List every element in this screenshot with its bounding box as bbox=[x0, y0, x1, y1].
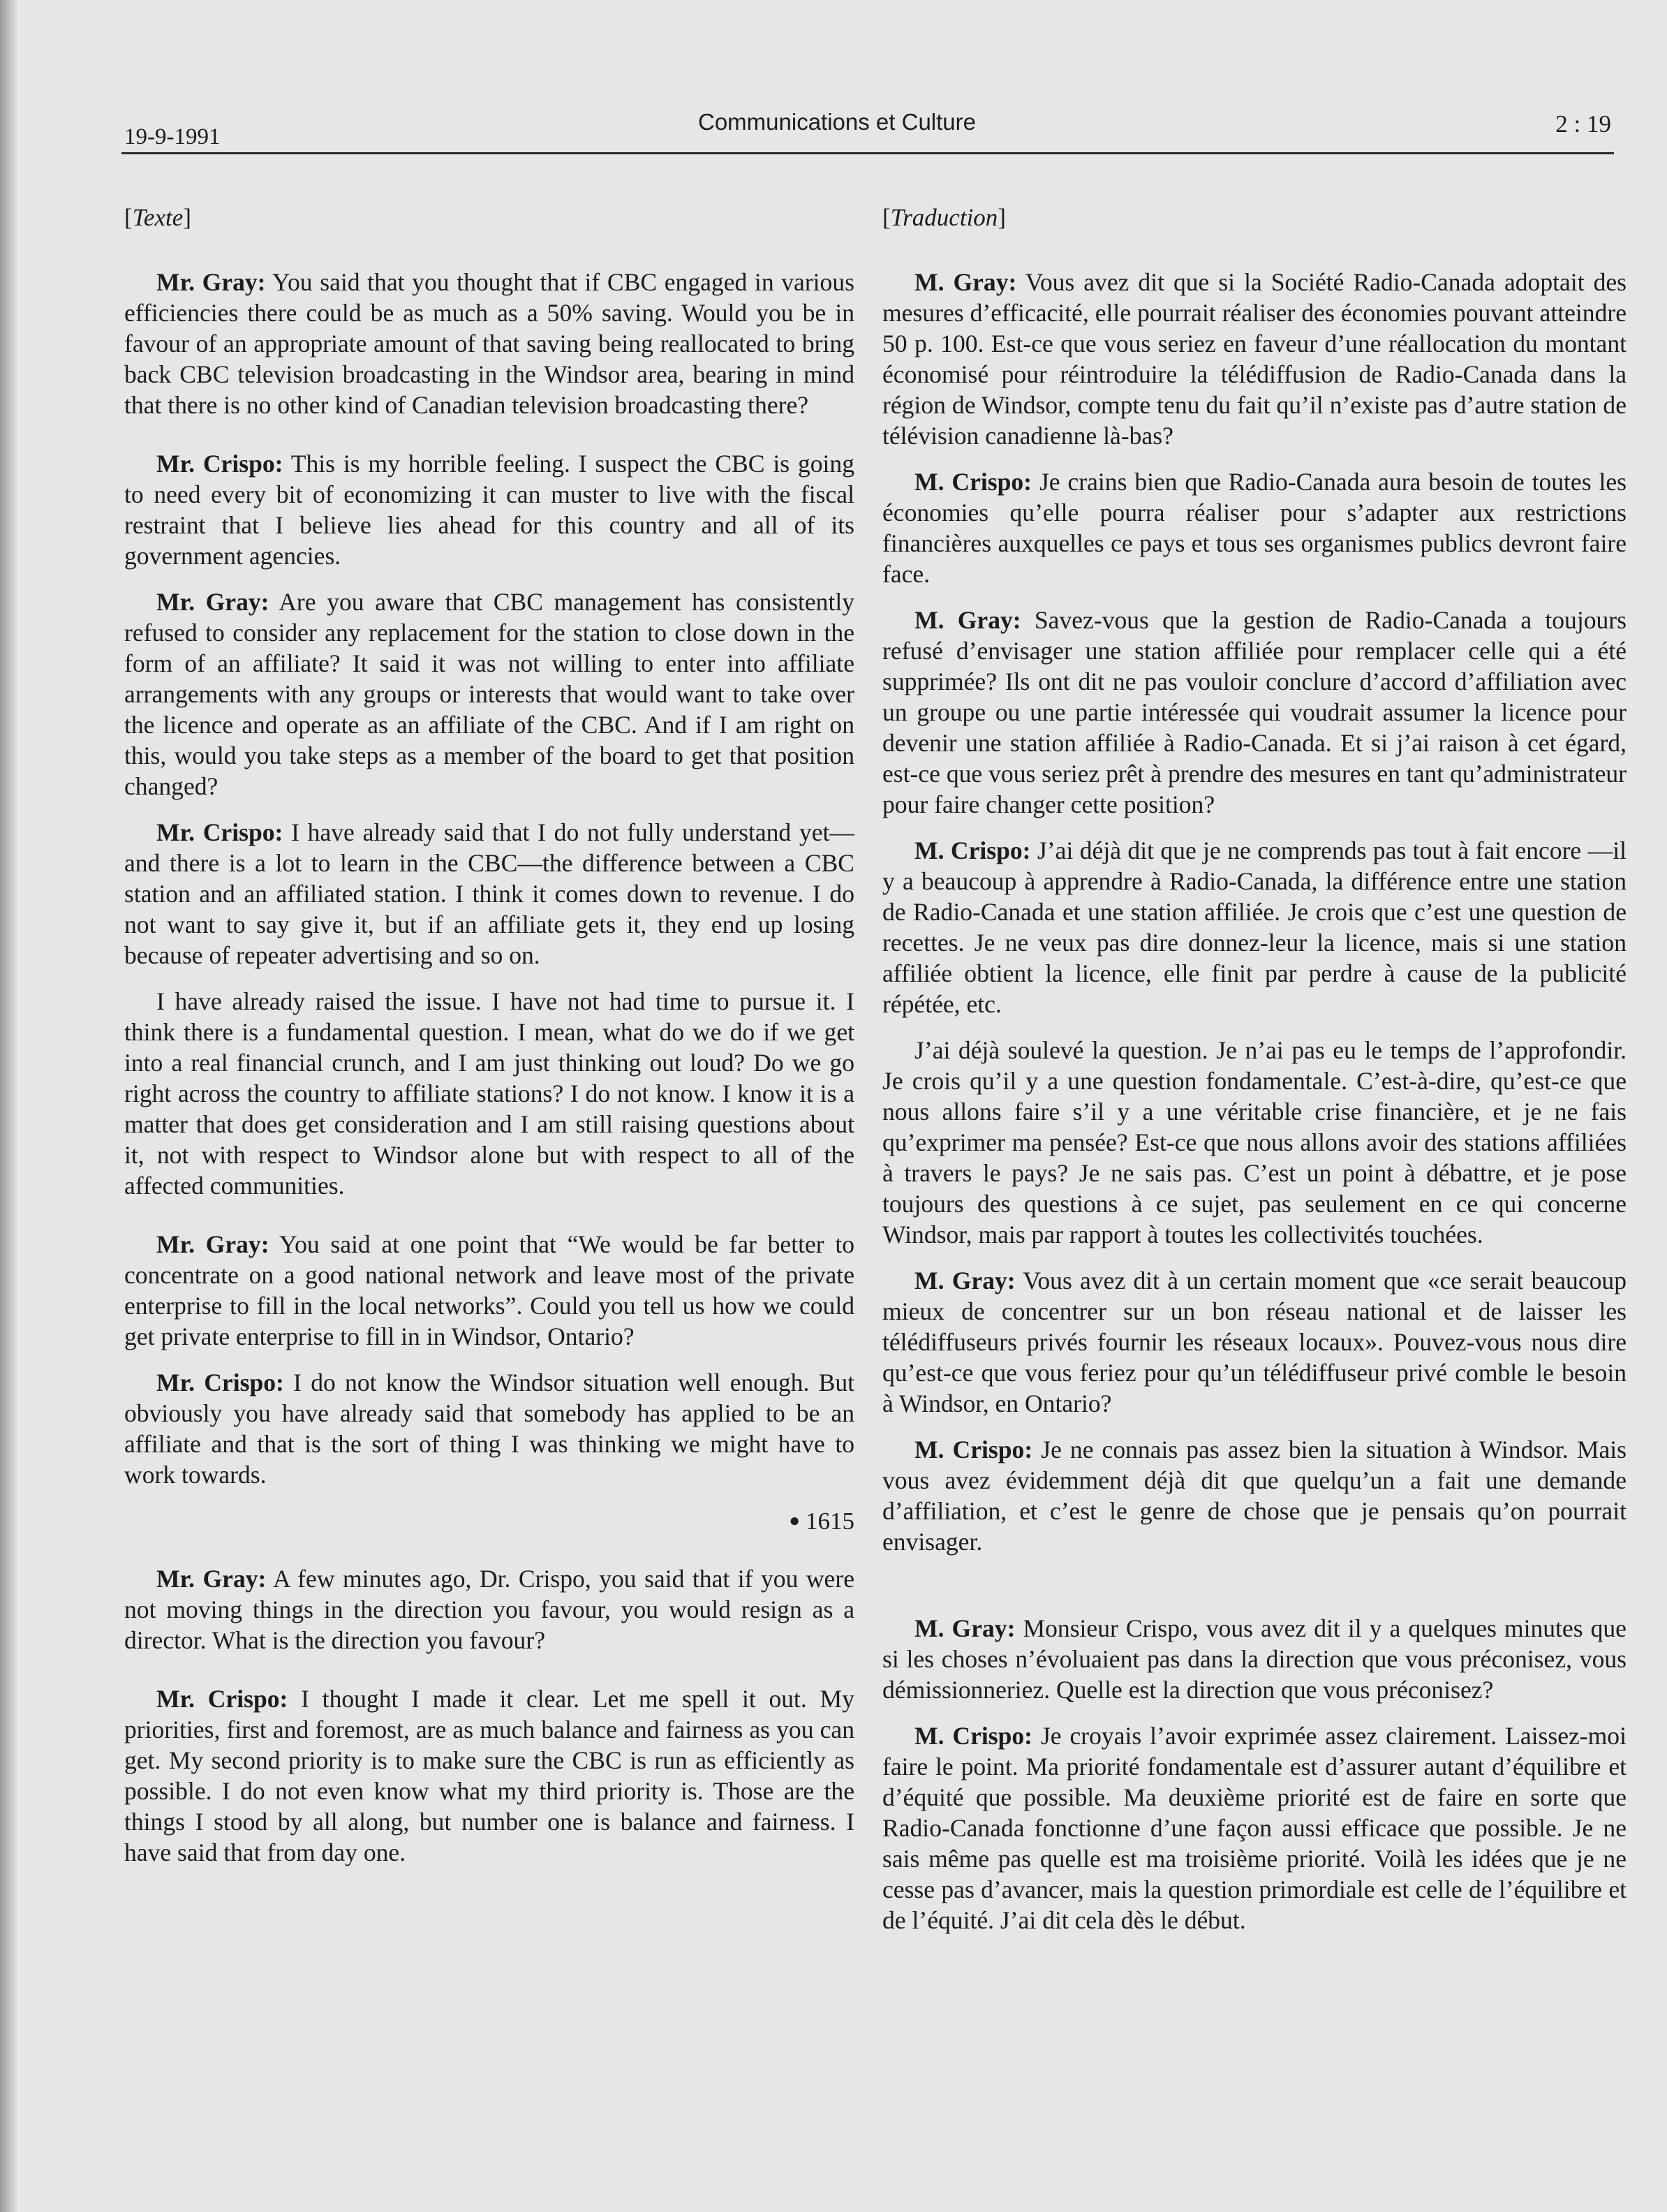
english-paragraph bbox=[124, 1229, 854, 1352]
header-title: Communications et Culture bbox=[698, 109, 976, 135]
french-paragraph bbox=[882, 267, 1627, 451]
paragraph-text: Are you aware that CBC management has consistently refused to consider any replacement for the station to close down in the form of an affiliate? It said it was not willing to enter into affiliate arrangements with any groups or interests that would want to take over the licence and operate as an affiliate of the CBC. And if I am right on this, would you take steps as a member of the board to get that position changed? bbox=[124, 588, 854, 800]
bullet-icon: ● bbox=[789, 1510, 800, 1531]
paragraph-text: Savez-vous que la gestion de Radio-Canada a toujours refusé d’envisager une station affiliée pour remplacer celle qui a été supprimée? Ils ont dit ne pas vouloir conclure d’accord d’affiliation avec un groupe ou une partie intéressée qui voudrait assumer la licence pour devenir une station affiliée à Radio-Canada. Et si j’ai raison à cet égard, est-ce que vous seriez prêt à prendre des mesures en tant qu’administrateur pour faire changer cette position? bbox=[882, 606, 1627, 818]
english-paragraph bbox=[124, 267, 854, 420]
paragraph-text: You said that you thought that if CBC engaged in various efficiencies there could be as much as a 50% saving. Would you be in favour of an appropriate amount of that saving being reallocated to bring back CBC television broadcasting in the Windsor area, bearing in mind that there is no other kind of Canadian television broadcasting there? bbox=[124, 268, 854, 419]
paragraph-text: I have already said that I do not fully understand yet—and there is a lot to learn in the CBC—the difference between a CBC station and an affiliated station. I think it comes down to revenue. I do not want to say give it, but if an affiliate gets it, they end up losing because of repeater advertising and so on. bbox=[124, 818, 854, 969]
french-column bbox=[882, 202, 1627, 1951]
header-date: 19-9-1991 bbox=[124, 124, 221, 149]
speaker-name: Mr. Crispo: bbox=[156, 818, 283, 846]
header-rule bbox=[121, 152, 1614, 154]
page-header bbox=[124, 106, 1611, 155]
speaker-name: Mr. Gray: bbox=[156, 1565, 267, 1593]
english-paragraph bbox=[124, 1563, 854, 1656]
paragraph-text: I thought I made it clear. Let me spell it out. My priorities, first and foremost, are as much balance and fairness as you can get. My second priority is to make sure the CBC is run as efficiently as possible. I do not even know what my third priority is. Those are the things I stood by all along, but number one is balance and fairness. I have said that from day one. bbox=[124, 1685, 854, 1866]
speaker-name: Mr. Crispo: bbox=[156, 450, 283, 478]
paragraph-text: A few minutes ago, Dr. Crispo, you said that if you were not moving things in the direction you favour, you would resign as a director. What is the direction you favour? bbox=[124, 1565, 854, 1654]
speaker-name: Mr. Crispo: bbox=[156, 1685, 288, 1713]
english-paragraph bbox=[124, 817, 854, 971]
speaker-name: M. Crispo: bbox=[914, 1436, 1033, 1463]
english-paragraph bbox=[124, 986, 854, 1201]
paragraph-text: J’ai déjà soulevé la question. Je n’ai pas eu le temps de l’approfondir. Je crois qu’il y a une question fondamentale. C’est-à-dire, qu’est-ce que nous allons faire s’il y a une véritable crise financière, et je ne fais qu’exprimer ma pensée? Est-ce que nous allons avoir des stations affiliées à travers le pays? Je ne sais pas. C’est un point à débattre, et je pose toujours des questions à ce sujet, pas seulement en ce qui concerne Windsor, mais par rapport à toutes les collectivités touchées. bbox=[882, 1036, 1627, 1248]
french-paragraph bbox=[882, 1434, 1627, 1557]
english-column bbox=[124, 202, 854, 1883]
header-page-number: 2 : 19 bbox=[1555, 110, 1611, 138]
french-paragraph bbox=[882, 1035, 1627, 1250]
speaker-name: Mr. Crispo: bbox=[156, 1369, 284, 1396]
paragraph-text: Je crains bien que Radio-Canada aura besoin de toutes les économies qu’elle pourra réaliser pour s’adapter aux restrictions financières auxquelles ce pays et tous ses organismes publics devront faire face. bbox=[882, 468, 1627, 588]
french-paragraph bbox=[882, 605, 1627, 820]
french-paragraph bbox=[882, 466, 1627, 589]
paragraph-text: Vous avez dit que si la Société Radio-Canada adoptait des mesures d’efficacité, elle pourrait réaliser des économies pouvant atteindre 50 p. 100. Est-ce que vous seriez en faveur d’une réallocation du montant économisé pour réintroduire la télédiffusion de Radio-Canada dans la région de Windsor, compte tenu du fait qu’il n’existe pas d’autre station de télévision canadienne là-bas? bbox=[882, 268, 1627, 450]
speaker-name: M. Crispo: bbox=[914, 1722, 1033, 1750]
speaker-name: M. Gray: bbox=[914, 606, 1021, 634]
speaker-name: Mr. Gray: bbox=[156, 1230, 269, 1258]
speaker-name: M. Crispo: bbox=[914, 836, 1031, 864]
paragraph-text: I do not know the Windsor situation well enough. But obviously you have already said that somebody has applied to be an affiliate and that is the sort of thing I was thinking we might have to work towards. bbox=[124, 1369, 854, 1489]
english-paragraph bbox=[124, 448, 854, 571]
speaker-name: M. Crispo: bbox=[914, 468, 1032, 496]
paragraph-text: I have already raised the issue. I have not had time to pursue it. I think there is a fundamental question. I mean, what do we do if we get into a real financial crunch, and I am just thinking out loud? Do we go right across the country to affiliate stations? I do not know. I know it is a matter that does get consideration and I am still raising questions about it, not with respect to Windsor alone but with respect to all of the affected communities. bbox=[124, 987, 854, 1200]
paragraph-text: This is my horrible feeling. I suspect the CBC is going to need every bit of economizing it can muster to live with the fiscal restraint that I believe lies ahead for this country and all of its government agencies. bbox=[124, 450, 854, 570]
speaker-name: Mr. Gray: bbox=[156, 268, 266, 296]
english-column-tag: [Texte] bbox=[124, 204, 191, 231]
french-paragraph bbox=[882, 1265, 1627, 1419]
paragraph-text: Vous avez dit à un certain moment que «ce serait beaucoup mieux de concentrer sur un bon réseau national et de laisser les télédiffuseurs privés fournir les réseaux locaux». Pouvez-vous nous dire qu’est-ce que vous feriez pour qu’un télédiffuseur privé comble le besoin à Windsor, en Ontario? bbox=[882, 1267, 1627, 1417]
paragraph-text: J’ai déjà dit que je ne comprends pas tout à fait encore —il y a beaucoup à apprendre à Radio-Canada, la différence entre une station de Radio-Canada et une station affiliée. Je crois que c’est une question de recettes. Je ne veux pas dire donnez-leur la licence, mais si une station affiliée obtient la licence, elle finit par perdre à cause de la publicité répétée, etc. bbox=[882, 836, 1627, 1018]
paragraph-text: Je croyais l’avoir exprimée assez clairement. Laissez-moi faire le point. Ma priorité fondamentale est d’assurer autant d’équilibre et d’équité que possible. Ma deuxième priorité est de faire en sorte que Radio-Canada fonctionne d’une façon aussi efficace que possible. Je ne sais même pas quelle est ma troisième priorité. Voilà les idées que je ne cesse pas d’avancer, mais la question primordiale est celle de l’équilibre et de l’équité. J’ai dit cela dès le début. bbox=[882, 1722, 1627, 1934]
speaker-name: M. Gray: bbox=[914, 268, 1017, 296]
french-paragraph bbox=[882, 1720, 1627, 1936]
speaker-name: M. Gray: bbox=[914, 1614, 1016, 1642]
french-paragraph bbox=[882, 1613, 1627, 1705]
french-paragraph bbox=[882, 835, 1627, 1019]
paragraph-text: Monsieur Crispo, vous avez dit il y a quelques minutes que si les choses n’évoluaient pas dans la direction que vous préconisez, vous démissionneriez. Quelle est la direction que vous préconisez? bbox=[882, 1614, 1627, 1704]
english-paragraph bbox=[124, 587, 854, 802]
page-edge-shadow bbox=[0, 0, 18, 2212]
paragraph-text: You said at one point that “We would be far better to concentrate on a good national network and leave most of the private enterprise to fill in the local networks”. Could you tell us how we could get private enterprise to fill in in Windsor, Ontario? bbox=[124, 1230, 854, 1350]
time-marker: ● 1615 bbox=[789, 1507, 854, 1535]
speaker-name: Mr. Gray: bbox=[156, 588, 269, 616]
french-column-tag: [Traduction] bbox=[882, 204, 1006, 231]
speaker-name: M. Gray: bbox=[914, 1267, 1016, 1295]
english-paragraph bbox=[124, 1367, 854, 1490]
english-paragraph bbox=[124, 1683, 854, 1868]
paragraph-text: Je ne connais pas assez bien la situation à Windsor. Mais vous avez évidemment déjà dit que quelqu’un a fait une demande d’affiliation, et c’est le genre de chose que je pensais qu’on pourrait envisager. bbox=[882, 1436, 1627, 1556]
